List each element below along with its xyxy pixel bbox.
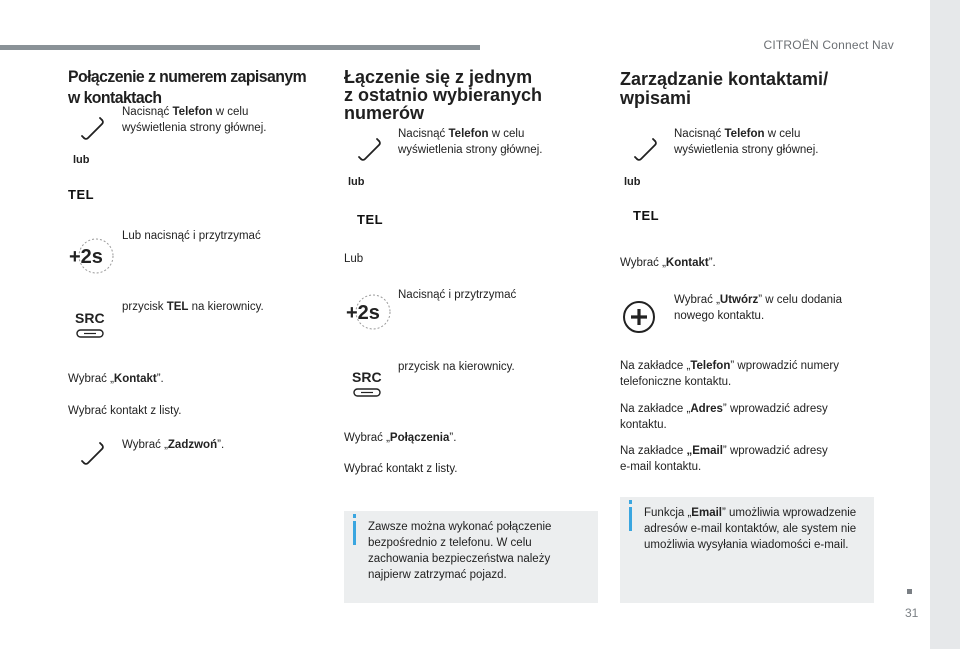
info-note: Zawsze można wykonać połączenie bezpośrednio z telefonu. W celu zachowania bezpieczeństwa należy najpierw zatrzymać pojazd. <box>344 511 598 603</box>
step-hold: Lub nacisnąć i przytrzymać <box>122 230 261 242</box>
step-call: Wybrać „Zadzwoń”. <box>122 439 225 451</box>
or-label: lub <box>73 154 90 166</box>
info-icon <box>629 507 632 531</box>
tel-button-label: TEL <box>633 208 660 223</box>
or-text: Lub <box>344 253 364 265</box>
step-tab-adres: Na zakładce „Adres” wprowadzić adresy kontaktu. <box>620 403 828 431</box>
svg-text:SRC: SRC <box>75 310 105 326</box>
step-telefon: Nacisnąć Telefon w celu wyświetlenia strony głównej. <box>122 106 267 134</box>
info-note: Funkcja „Email” umożliwia wprowadzenie adresów e-mail kontaktów, ale system nie umożliwia wysyłania wiadomości e-mail. <box>620 497 874 603</box>
step-tel-button: przycisk TEL na kierownicy. <box>122 301 264 313</box>
tel-button-label: TEL <box>68 187 95 202</box>
step-select-calls: Wybrać „Połączenia”. <box>344 432 457 444</box>
svg-text:SRC: SRC <box>352 369 382 385</box>
step-create: Wybrać „Utwórz” w celu dodania nowego kontaktu. <box>674 294 842 322</box>
phone-icon <box>357 137 383 163</box>
page-marker <box>907 589 912 594</box>
or-label: lub <box>348 176 365 188</box>
section-title-1: Połączenie z numerem zapisanym w kontaktach <box>68 67 307 107</box>
step-select-contact: Wybrać „Kontakt”. <box>620 257 716 269</box>
tel-button-label: TEL <box>357 212 384 227</box>
phone-icon <box>80 441 106 467</box>
side-strip <box>930 0 960 649</box>
svg-text:+2s: +2s <box>69 246 103 268</box>
step-tab-email: Na zakładce „Email” wprowadzić adresy e-mail kontaktu. <box>620 445 828 473</box>
hold-2s-icon <box>66 236 114 276</box>
brand-label: CITROËN Connect Nav <box>763 38 894 52</box>
step-telefon: Nacisnąć Telefon w celu wyświetlenia strony głównej. <box>674 128 819 156</box>
svg-text:+2s: +2s <box>346 302 380 324</box>
src-steering-button-icon <box>351 368 385 402</box>
phone-icon <box>80 116 106 142</box>
step-hold: Nacisnąć i przytrzymać <box>398 289 517 301</box>
page-number: 31 <box>905 606 919 620</box>
step-select-list: Wybrać kontakt z listy. <box>68 405 182 417</box>
step-steering-button: przycisk na kierownicy. <box>398 361 515 373</box>
src-steering-button-icon <box>74 309 108 343</box>
phone-icon <box>633 137 659 163</box>
add-contact-icon <box>622 300 656 334</box>
or-label: lub <box>624 176 641 188</box>
step-tab-telefon: Na zakładce „Telefon” wprowadzić numery telefoniczne kontaktu. <box>620 360 840 388</box>
top-rule <box>0 45 480 50</box>
step-select-contact: Wybrać „Kontakt”. <box>68 373 164 385</box>
step-select-list: Wybrać kontakt z listy. <box>344 463 458 475</box>
hold-2s-icon <box>343 292 391 332</box>
section-title-3: Zarządzanie kontaktami/ wpisami <box>620 69 829 108</box>
step-telefon: Nacisnąć Telefon w celu wyświetlenia strony głównej. <box>398 128 543 156</box>
section-title-2: Łączenie się z jednym z ostatnio wybieranych numerów <box>344 67 543 123</box>
info-icon <box>353 521 356 545</box>
